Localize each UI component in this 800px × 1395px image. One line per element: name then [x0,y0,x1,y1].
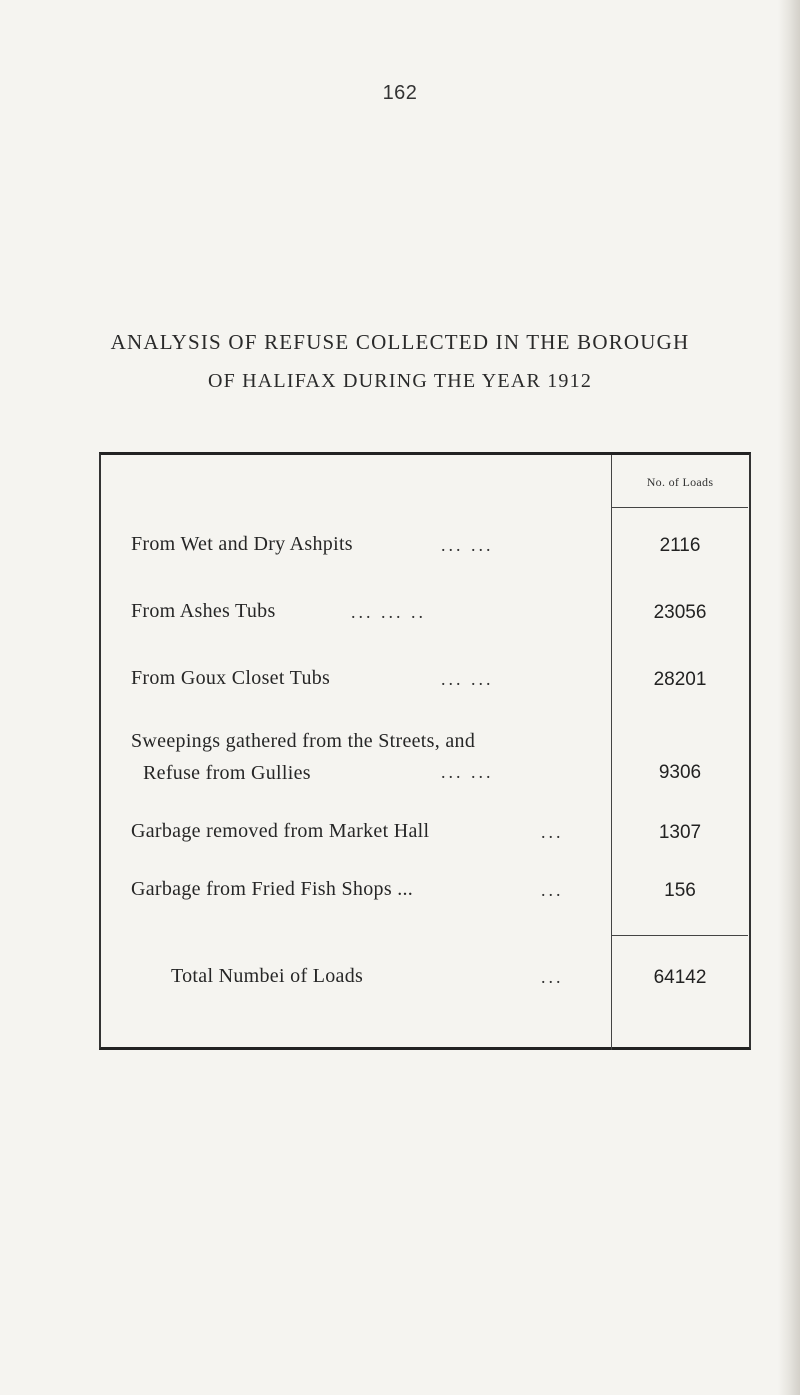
row-label-street-sweepings [131,725,475,789]
row-label-line-2: Refuse from Gullies [143,762,311,784]
document-title-line-1: ANALYSIS OF REFUSE COLLECTED IN THE BOROUGH [110,330,690,354]
row-value-ashes-tubs: 23056 [653,602,707,623]
header-rule [611,507,748,508]
row-label-line-1: Sweepings gathered from the Streets, and [131,730,476,752]
total-value: 64142 [653,967,707,988]
row-label-fried-fish-garbage: Garbage from Fried Fish Shops ... [131,878,414,900]
row-leader-dots: ... [541,967,564,987]
row-leader-dots: ... ... [441,669,494,689]
total-label: Total Numbei of Loads [171,965,364,987]
row-value-goux-closet-tubs: 28201 [653,669,707,690]
row-leader-dots: ... ... [441,762,494,782]
refuse-table [99,452,751,1050]
row-value-fried-fish-garbage: 156 [664,880,696,901]
row-leader-dots: ... [541,822,564,842]
row-leader-dots: ... ... [441,535,494,555]
row-leader-dots: ... [541,880,564,900]
row-label-ashes-tubs: From Ashes Tubs [131,600,276,622]
row-value-street-sweepings: 9306 [658,762,702,783]
page-edge-shadow [778,0,800,1395]
row-value-market-hall-garbage: 1307 [658,822,702,843]
row-leader-dots: ... ... .. [351,602,426,622]
total-rule [611,935,748,936]
column-header-loads: No. of Loads [646,475,714,489]
document-title-line-2: OF HALIFAX DURING THE YEAR 1912 [207,370,593,392]
row-label-goux-closet-tubs: From Goux Closet Tubs [131,667,331,689]
row-label-market-hall-garbage: Garbage removed from Market Hall [131,820,430,842]
row-value-wet-dry-ashpits: 2116 [659,535,701,556]
page-number: 162 [382,82,418,104]
row-label-wet-dry-ashpits: From Wet and Dry Ashpits [131,533,353,555]
